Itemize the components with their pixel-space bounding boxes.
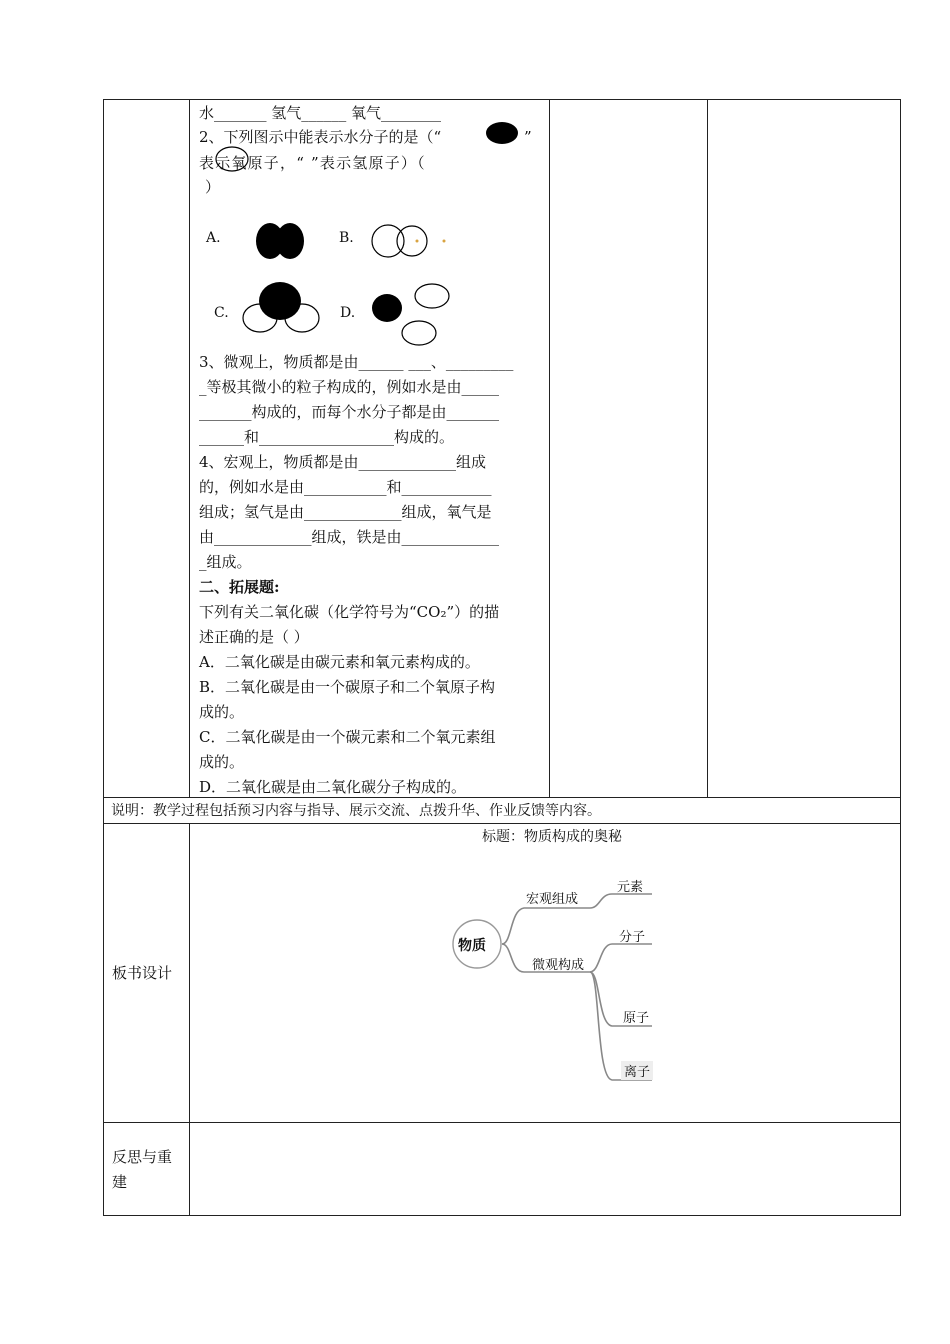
option-c-label[interactable]: C. xyxy=(214,305,229,321)
q2-line3: ） xyxy=(205,178,221,196)
extension-option-c-line2: 成的。 xyxy=(199,753,245,771)
col-divider-3 xyxy=(707,99,708,798)
reflection-label-line2: 建 xyxy=(112,1173,128,1191)
q1-line: 水_______ 氢气______ 氧气________ xyxy=(199,104,442,122)
table-top-border xyxy=(103,99,901,100)
extension-option-c-line1[interactable]: C．二氧化碳是由一个碳元素和二个氧元素组 xyxy=(199,728,496,746)
col-divider-lower xyxy=(189,823,190,1215)
board-title: 标题：物质构成的奥秘 xyxy=(482,829,622,845)
table-bottom-border xyxy=(103,1215,901,1216)
q4-line4: 由_____________组成，铁是由_____________ xyxy=(199,528,500,546)
extension-option-b-line2: 成的。 xyxy=(199,703,245,721)
extension-question-line2: 述正确的是（ ） xyxy=(199,628,309,646)
mind-map-center-node: 物质 xyxy=(458,938,486,954)
mind-map-ion-node: 离子 xyxy=(621,1061,653,1080)
q3-line2: _等极其微小的粒子构成的，例如水是由_____ xyxy=(199,378,500,396)
q4-line5: _组成。 xyxy=(199,553,252,571)
reflection-label-line1: 反思与重 xyxy=(112,1148,173,1166)
board-design-label: 板书设计 xyxy=(112,964,173,982)
row-divider-reflect xyxy=(103,1122,901,1123)
extension-question-line1: 下列有关二氧化碳（化学符号为“CO₂”）的描 xyxy=(199,603,500,621)
mind-map-atom-node: 原子 xyxy=(623,1011,650,1026)
extension-heading: 二、拓展题: xyxy=(199,578,280,596)
q3-line4: ______和__________________构成的。 xyxy=(199,428,455,446)
mind-map-macro-node: 宏观组成 xyxy=(526,892,579,907)
q4-line3: 组成；氢气是由_____________组成，氧气是 xyxy=(199,503,492,521)
q3-line3: _______构成的，而每个水分子都是由_______ xyxy=(199,403,500,421)
option-d-molecule-icon xyxy=(368,280,458,350)
table-right-border xyxy=(900,99,901,1215)
q2-line2: 表示氧原子，“ ”表示氢原子）（ xyxy=(199,154,426,172)
q2-line1: 2、下列图示中能表示水分子的是（“ xyxy=(199,128,442,146)
option-a-molecule-icon xyxy=(254,220,310,262)
mind-map-micro-node: 微观构成 xyxy=(532,958,585,973)
q3-line1: 3、微观上，物质都是由______ ___、_________ xyxy=(199,353,514,371)
oxygen-atom-legend-icon xyxy=(482,120,522,146)
col-divider-1 xyxy=(189,99,190,798)
q4-line2: 的，例如水是由___________和____________ xyxy=(199,478,492,496)
option-c-molecule-icon xyxy=(240,280,324,336)
option-b-molecule-icon xyxy=(368,220,448,262)
option-b-label[interactable]: B. xyxy=(339,230,354,246)
extension-option-d[interactable]: D．二氧化碳是由二氧化碳分子构成的。 xyxy=(199,778,467,796)
col-divider-2 xyxy=(549,99,550,798)
mind-map-molecule-node: 分子 xyxy=(619,930,646,945)
hydrogen-atom-legend-icon xyxy=(214,144,254,174)
q2-line1-end: ” xyxy=(524,128,532,146)
mind-map-element-node: 元素 xyxy=(617,880,644,895)
extension-option-b-line1[interactable]: B．二氧化碳是由一个碳原子和二个氧原子构 xyxy=(199,678,496,696)
option-a-label[interactable]: A. xyxy=(206,230,221,246)
teaching-note: 说明：教学过程包括预习内容与指导、展示交流、点拨升华、作业反馈等内容。 xyxy=(111,803,601,819)
option-d-label[interactable]: D. xyxy=(340,305,356,321)
extension-option-a[interactable]: A．二氧化碳是由碳元素和氧元素构成的。 xyxy=(199,653,480,671)
table-left-border xyxy=(103,99,104,1215)
q4-line1: 4、宏观上，物质都是由_____________组成 xyxy=(199,453,487,471)
